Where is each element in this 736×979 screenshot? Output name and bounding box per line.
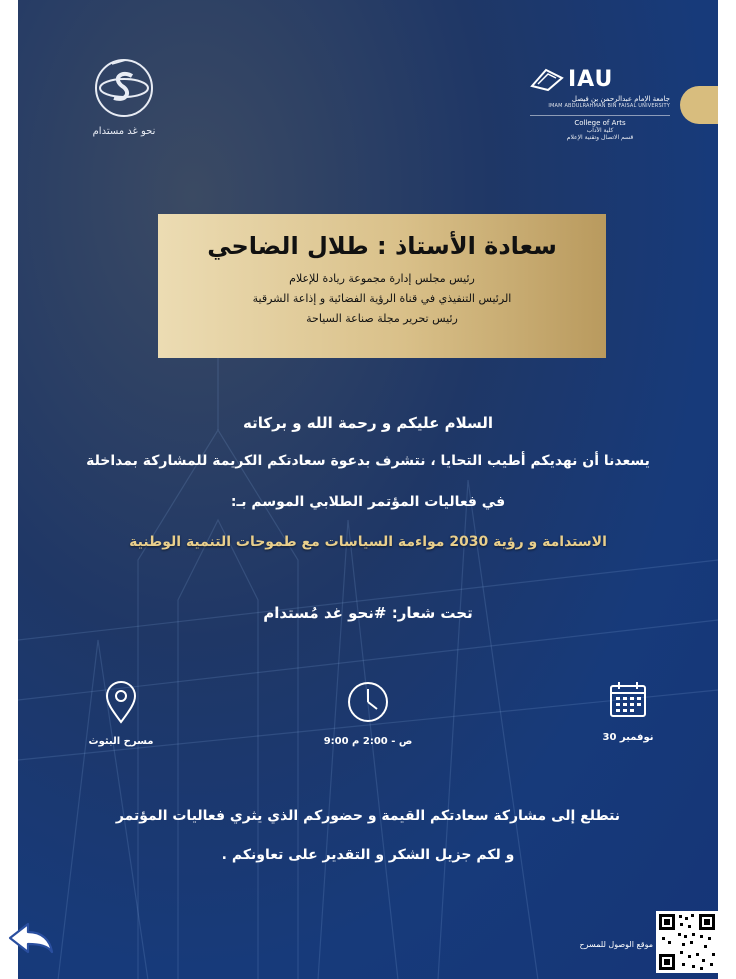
time-label: 9:00 ص - 2:00 م [323, 736, 413, 747]
university-name-en: IMAM ABDULRAHMAN BIN FAISAL UNIVERSITY [548, 103, 670, 109]
date-info [568, 680, 688, 743]
guest-title: سعادة الأستاذ : طلال الضاحي [207, 232, 557, 260]
clock-icon [346, 680, 390, 724]
invitation-card [18, 0, 718, 979]
department-name-ar: قسم الاتصال وتقنية الإعلام [566, 134, 634, 141]
conference-slogan: تحت شعار: #نحو غد مُستدام [263, 604, 473, 622]
invitation-line-2: في فعاليات المؤتمر الطلابي الموسم بـ: [230, 494, 506, 510]
college-name-en: College of Arts [530, 115, 670, 127]
guest-role-2: الرئيس التنفيذي في قناة الرؤية الفضائية و إذاعة الشرقية [252, 292, 512, 305]
location-info [61, 680, 181, 747]
conference-theme: الاستدامة و رؤية 2030 مواءمة السياسات مع طموحات التنمية الوطنية [129, 534, 607, 550]
greeting: السلام عليكم و رحمة الله و بركاته [242, 414, 494, 432]
location-label: مسرح البثوث [88, 736, 154, 747]
university-abbrev: IAU [568, 66, 614, 92]
guest-role-1: رئيس مجلس إدارة مجموعة ريادة للإعلام [289, 272, 475, 285]
qr-caption: موقع الوصول للمسرح [579, 940, 653, 949]
guest-name-box [158, 214, 606, 358]
background-decoration [18, 0, 718, 979]
time-info [308, 680, 428, 747]
closing-line-1: نتطلع إلى مشاركة سعادتكم القيمة و حضوركم الذي يثري فعاليات المؤتمر [115, 808, 621, 824]
conference-emblem-icon [92, 56, 156, 120]
side-tab [680, 86, 718, 124]
location-pin-icon [104, 680, 138, 724]
conference-logo [84, 56, 164, 137]
university-logo [530, 66, 670, 141]
date-label: 30 نوفمبر [602, 732, 654, 743]
university-name-ar: جامعة الإمام عبدالرحمن بن فيصل [571, 95, 670, 103]
guest-role-3: رئيس تحرير مجلة صناعة السياحة [306, 312, 458, 325]
university-emblem-icon [530, 66, 564, 92]
calendar-icon [608, 680, 648, 720]
invitation-line-1: يسعدنا أن نهديكم أطيب التحايا ، نتشرف بدعوة سعادتكم الكريمة للمشاركة بمداخلة [86, 453, 650, 469]
conference-logo-caption: نحو غد مستدام [92, 126, 156, 137]
closing-line-2: و لكم جزيل الشكر و التقدير على تعاونكم . [221, 847, 515, 863]
college-name-ar: كلية الآداب [586, 127, 614, 134]
back-arrow-icon[interactable] [4, 918, 56, 958]
qr-code[interactable] [656, 911, 718, 973]
